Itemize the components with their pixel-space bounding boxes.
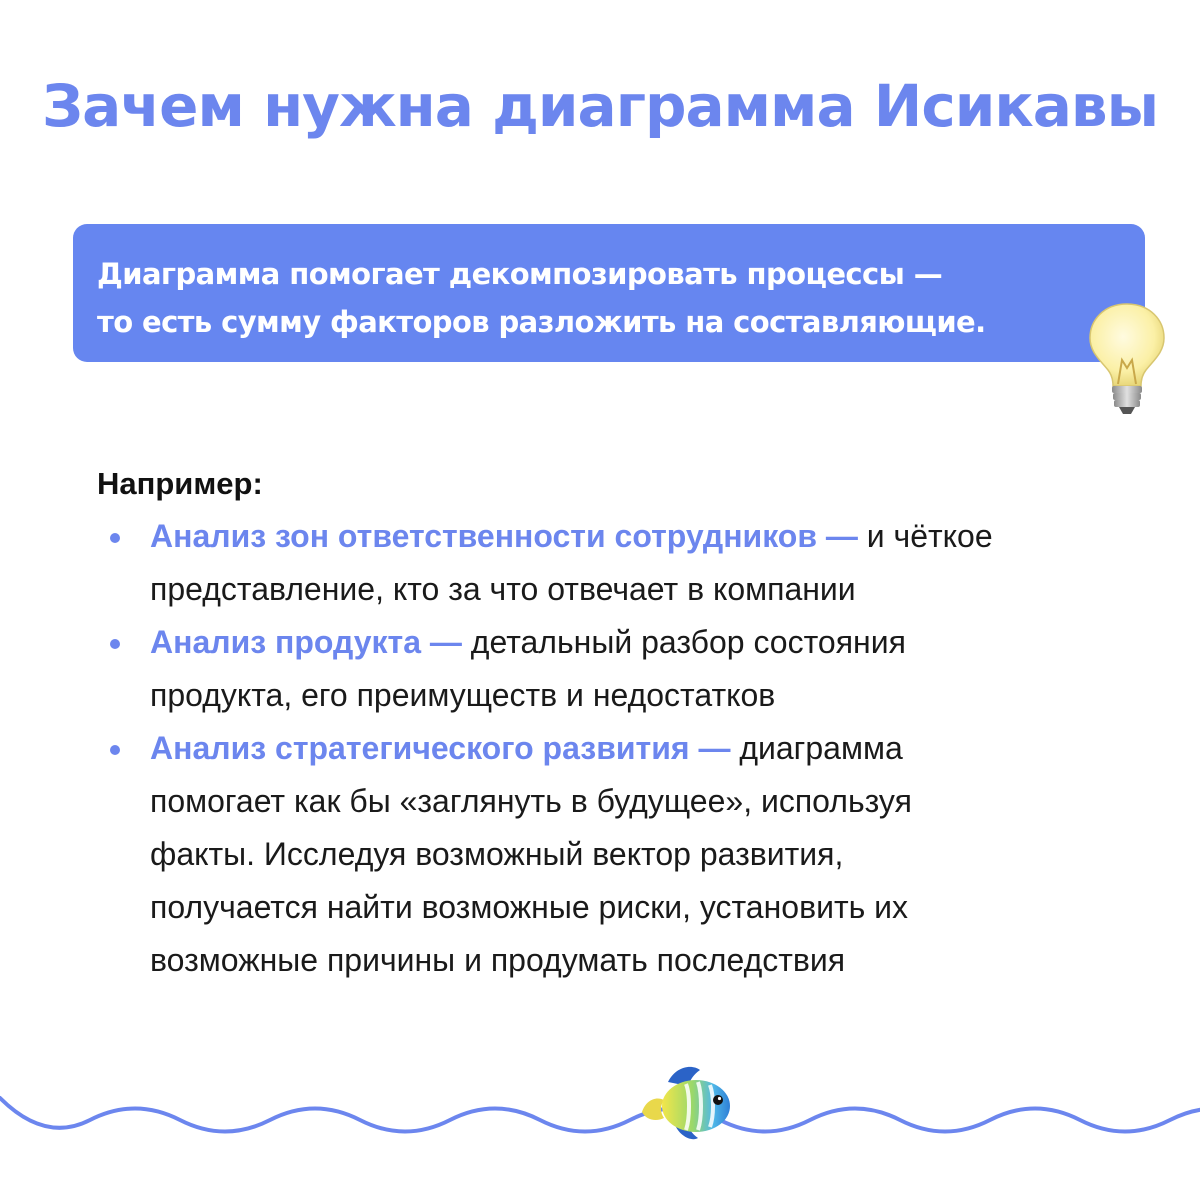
bullet-dot-icon [110, 639, 120, 649]
page-title: Зачем нужна диаграмма Исикавы [41, 72, 1159, 140]
item-highlight: Анализ стратегического развития — [150, 730, 731, 766]
tropical-fish-icon [638, 1060, 730, 1146]
item-text: детальный разбор состояния [461, 624, 906, 660]
wave-divider [0, 1080, 1200, 1160]
item-text: помогает как бы «заглянуть в будущее», используя [150, 783, 912, 819]
item-text: и чёткое [857, 518, 993, 554]
list-item [110, 510, 1150, 616]
item-text: получается найти возможные риски, установить их [150, 889, 909, 925]
item-text: возможные причины и продумать последствия [150, 942, 846, 978]
bullet-dot-icon [110, 745, 120, 755]
item-text: представление, кто за что отвечает в компании [150, 571, 856, 607]
item-text: факты. Исследуя возможный вектор развития, [150, 836, 844, 872]
callout-line-2: то есть сумму факторов разложить на составляющие. [97, 305, 986, 339]
item-text: продукта, его преимуществ и недостатков [150, 677, 776, 713]
light-bulb-icon [1086, 300, 1168, 420]
bullet-dot-icon [110, 533, 120, 543]
item-highlight: Анализ продукта — [150, 624, 462, 660]
list-item [110, 616, 1150, 722]
item-highlight: Анализ зон ответственности сотрудников — [150, 518, 858, 554]
item-text: диаграмма [730, 730, 903, 766]
examples-list [110, 510, 1150, 987]
callout-line-1: Диаграмма помогает декомпозировать процессы — [97, 257, 943, 291]
callout-box [73, 224, 1145, 362]
list-item [110, 722, 1150, 987]
example-label: Например: [97, 466, 263, 501]
